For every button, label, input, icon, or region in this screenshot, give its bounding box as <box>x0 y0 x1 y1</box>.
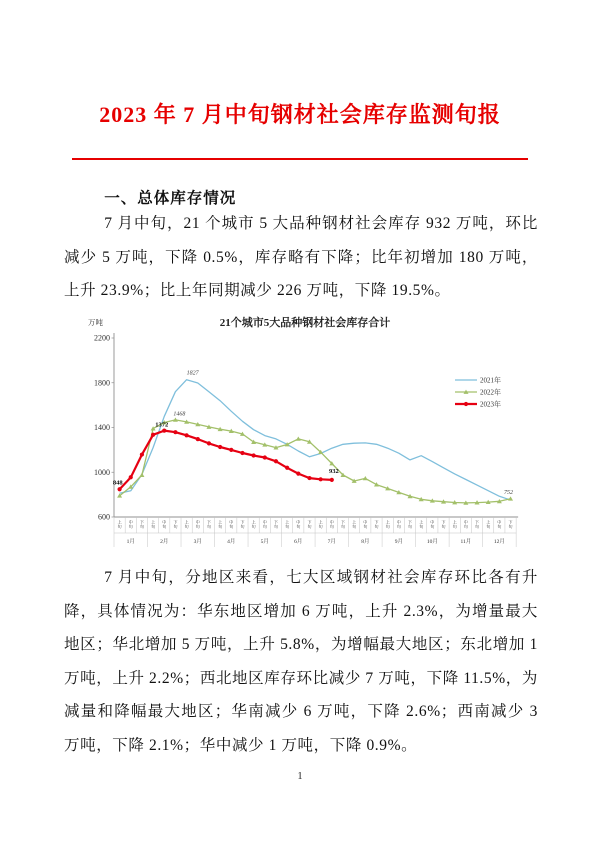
svg-text:上旬: 上旬 <box>486 519 491 530</box>
svg-text:中旬: 中旬 <box>463 519 468 530</box>
svg-text:4月: 4月 <box>227 539 236 545</box>
svg-text:下旬: 下旬 <box>173 519 178 530</box>
svg-text:中旬: 中旬 <box>329 519 334 530</box>
svg-text:1400: 1400 <box>94 423 110 433</box>
svg-text:中旬: 中旬 <box>262 519 267 530</box>
y-axis-unit-label: 万吨 <box>88 318 103 327</box>
section-heading: 一、总体库存情况 <box>104 190 237 207</box>
svg-text:上旬: 上旬 <box>150 519 156 530</box>
svg-text:中旬: 中旬 <box>229 519 234 530</box>
svg-text:7月: 7月 <box>327 539 336 545</box>
svg-text:6月: 6月 <box>294 539 303 545</box>
svg-text:上旬: 上旬 <box>218 519 223 530</box>
paragraph-regional-inventory: 7 月中旬，分地区来看，七大区域钢材社会库存环比各有升降，具体情况为：华东地区增加 6 万吨，上升 2.3%，为增量最大地区；华北增加 5 万吨，上升 5.8%，为增幅最大地区；东北增加 1 万吨，上升 2.2%；西北地区库存环比减少 7 万吨，下降 11.5%，为减量和降幅最大地区；华南减少 6 万吨，下降 2.6%；西南减少 3 万吨，下降 2.1%；华中减少 1 万吨，下降 0.9%。 <box>64 569 538 754</box>
svg-text:上旬: 上旬 <box>117 519 122 530</box>
svg-text:2月: 2月 <box>160 539 169 545</box>
svg-text:下旬: 下旬 <box>139 519 145 530</box>
svg-text:中旬: 中旬 <box>128 519 133 530</box>
svg-text:上旬: 上旬 <box>285 519 290 530</box>
svg-text:下旬: 下旬 <box>474 519 480 530</box>
svg-text:下旬: 下旬 <box>441 519 446 530</box>
svg-text:下旬: 下旬 <box>340 519 346 530</box>
svg-text:600: 600 <box>98 512 110 522</box>
inventory-line-chart <box>83 312 533 560</box>
svg-text:下旬: 下旬 <box>273 519 279 530</box>
svg-text:2023年: 2023年 <box>480 400 501 409</box>
paragraph-overall-inventory: 7 月中旬，21 个城市 5 大品种钢材社会库存 932 万吨，环比减少 5 万吨，下降 0.5%，库存略有下降；比年初增加 180 万吨，上升 23.9%；比上年同期减少 226 万吨，下降 19.5%。 <box>64 215 538 300</box>
svg-text:5月: 5月 <box>260 539 269 545</box>
svg-text:1000: 1000 <box>94 467 110 477</box>
inventory-chart-container <box>83 312 533 560</box>
chart-legend <box>455 375 501 408</box>
svg-text:中旬: 中旬 <box>162 519 167 530</box>
svg-text:上旬: 上旬 <box>318 519 323 530</box>
svg-text:2022年: 2022年 <box>480 388 501 397</box>
svg-text:10月: 10月 <box>426 539 438 545</box>
data-label-848: 848 <box>112 479 123 487</box>
data-label-1372: 1372 <box>155 421 169 429</box>
data-label-1468: 1468 <box>173 411 186 418</box>
svg-text:中旬: 中旬 <box>430 519 435 530</box>
svg-text:下旬: 下旬 <box>307 519 312 530</box>
svg-text:2021年: 2021年 <box>480 376 501 385</box>
data-label-932: 932 <box>328 467 339 475</box>
svg-text:下旬: 下旬 <box>508 519 513 530</box>
svg-text:下旬: 下旬 <box>374 519 379 530</box>
svg-text:3月: 3月 <box>193 539 202 545</box>
series-2021年 <box>120 380 514 500</box>
svg-text:12月: 12月 <box>493 539 505 545</box>
document-title: 2023 年 7 月中旬钢材社会库存监测旬报 <box>99 102 501 127</box>
svg-text:下旬: 下旬 <box>206 519 212 530</box>
svg-text:上旬: 上旬 <box>385 519 390 530</box>
series-2023年 <box>117 429 333 492</box>
x-axis <box>114 517 518 547</box>
svg-text:中旬: 中旬 <box>497 519 502 530</box>
page-number: 1 <box>297 771 303 782</box>
data-label-1827: 1827 <box>186 370 199 377</box>
svg-text:1月: 1月 <box>126 539 135 545</box>
title-divider <box>72 158 528 160</box>
svg-text:1800: 1800 <box>94 378 110 388</box>
svg-text:2200: 2200 <box>94 333 110 343</box>
svg-text:8月: 8月 <box>361 539 370 545</box>
chart-title: 21个城市5大品种钢材社会库存合计 <box>219 317 391 329</box>
svg-text:中旬: 中旬 <box>396 519 401 530</box>
svg-text:下旬: 下旬 <box>407 519 413 530</box>
svg-text:上旬: 上旬 <box>352 519 357 530</box>
svg-text:中旬: 中旬 <box>296 519 301 530</box>
svg-text:上旬: 上旬 <box>184 519 189 530</box>
y-axis <box>94 333 114 522</box>
data-label-752: 752 <box>504 489 514 496</box>
svg-text:中旬: 中旬 <box>363 519 368 530</box>
svg-text:上旬: 上旬 <box>419 519 424 530</box>
svg-text:9月: 9月 <box>394 539 403 545</box>
svg-text:下旬: 下旬 <box>240 519 245 530</box>
svg-text:上旬: 上旬 <box>251 519 256 530</box>
svg-text:上旬: 上旬 <box>452 519 457 530</box>
svg-text:中旬: 中旬 <box>195 519 200 530</box>
svg-text:11月: 11月 <box>460 539 472 545</box>
